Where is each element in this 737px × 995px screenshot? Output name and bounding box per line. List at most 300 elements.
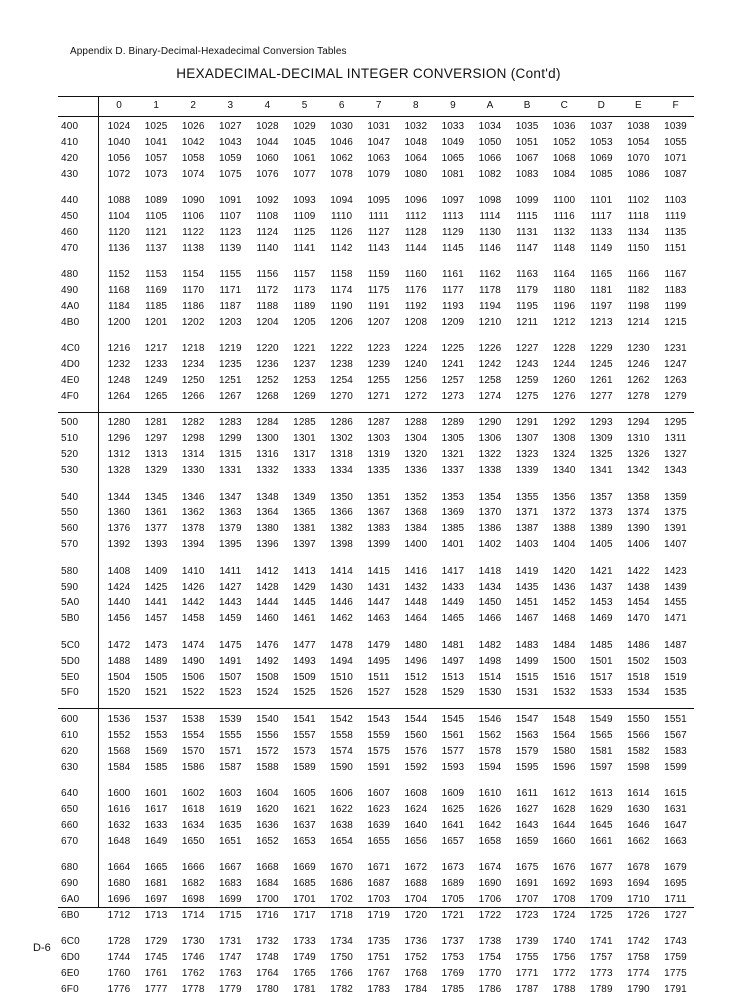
table-cell: 1269 <box>293 391 316 402</box>
table-cell: 1591 <box>367 761 391 773</box>
table-cell: 1758 <box>627 952 650 963</box>
table-cell: 1024 <box>107 121 131 132</box>
table-cell: 1168 <box>108 285 130 297</box>
table-cell: 1135 <box>664 226 687 238</box>
table-cell: 1257 <box>441 375 465 387</box>
table-cell: 1316 <box>256 449 279 461</box>
table-cell: 1347 <box>218 491 242 503</box>
table-cell: 1397 <box>293 539 316 551</box>
table-cell: 1230 <box>627 343 650 355</box>
row-label: 570 <box>61 539 79 551</box>
table-cell: 1398 <box>330 539 353 551</box>
table-cell: 1610 <box>478 787 502 799</box>
table-cell: 1580 <box>552 745 576 757</box>
table-cell: 1434 <box>478 581 502 593</box>
page-number: D-6 <box>33 942 51 954</box>
table-cell: 1527 <box>367 687 391 699</box>
table-cell: 1643 <box>515 819 539 831</box>
table-cell: 1380 <box>256 523 279 535</box>
table-cell: 1790 <box>627 983 650 995</box>
row-label: 6C0 <box>61 936 80 948</box>
table-cell: 1300 <box>256 433 279 445</box>
table-cell: 1562 <box>478 729 502 741</box>
table-cell: 1079 <box>367 168 391 180</box>
table-cell: 1255 <box>367 375 391 387</box>
table-cell: 1207 <box>367 316 391 328</box>
table-cell: 1619 <box>218 803 242 815</box>
table-cell: 1783 <box>367 983 391 995</box>
table-cell: 1237 <box>293 359 316 371</box>
table-cell: 1521 <box>144 687 168 699</box>
table-cell: 1520 <box>107 687 131 699</box>
table-cell: 1536 <box>107 713 131 725</box>
row-label: 5E0 <box>61 671 80 683</box>
row-label: 500 <box>61 417 79 429</box>
table-cell: 1759 <box>664 952 687 963</box>
table-cell: 1091 <box>218 195 242 207</box>
table-cell: 1037 <box>589 121 613 132</box>
row-label: 400 <box>61 121 79 132</box>
table-cell: 1548 <box>552 713 576 725</box>
table-cell: 1779 <box>218 983 242 995</box>
table-cell: 1173 <box>293 285 316 297</box>
table-cell: 1157 <box>293 269 316 281</box>
table-cell: 1569 <box>144 745 168 757</box>
table-cell: 1651 <box>218 835 242 847</box>
table-cell: 1052 <box>552 136 576 148</box>
table-cell: 1330 <box>181 465 205 477</box>
table-cell: 1687 <box>367 877 391 889</box>
row-label: 650 <box>61 803 79 815</box>
table-cell: 1554 <box>181 729 205 741</box>
table-cell: 1180 <box>553 285 576 297</box>
table-cell: 1093 <box>293 195 316 207</box>
table-cell: 1489 <box>144 655 168 667</box>
table-cell: 1245 <box>589 359 613 371</box>
table-cell: 1145 <box>441 242 464 254</box>
table-cell: 1249 <box>144 375 168 387</box>
table-cell: 1118 <box>627 211 649 222</box>
table-cell: 1769 <box>441 967 465 979</box>
table-cell: 1539 <box>218 713 242 725</box>
table-cell: 1523 <box>218 687 242 699</box>
table-cell: 1605 <box>293 787 316 799</box>
table-cell: 1283 <box>218 417 242 429</box>
table-cell: 1268 <box>256 391 279 402</box>
table-cell: 1303 <box>367 433 391 445</box>
table-cell: 1374 <box>627 507 650 519</box>
table-cell: 1458 <box>181 613 205 625</box>
table-cell: 1107 <box>219 211 242 222</box>
table-cell: 1395 <box>218 539 242 551</box>
table-cell: 1086 <box>627 168 650 180</box>
row-label: 4A0 <box>61 301 80 312</box>
table-cell: 1516 <box>552 671 576 683</box>
conversion-table <box>58 96 694 995</box>
table-cell: 1722 <box>478 909 502 921</box>
table-cell: 1502 <box>627 655 650 667</box>
table-cell: 1608 <box>404 787 428 799</box>
table-cell: 1035 <box>515 121 539 132</box>
table-cell: 1141 <box>293 242 316 254</box>
table-cell: 1482 <box>478 639 502 651</box>
table-cell: 1178 <box>479 285 501 297</box>
table-cell: 1247 <box>664 359 687 371</box>
table-cell: 1549 <box>589 713 613 725</box>
table-cell: 1488 <box>107 655 131 667</box>
table-cell: 1170 <box>182 285 205 297</box>
table-cell: 1585 <box>144 761 168 773</box>
table-cell: 1621 <box>293 803 316 815</box>
table-cell: 1379 <box>218 523 242 535</box>
table-cell: 1049 <box>441 136 465 148</box>
table-cell: 1678 <box>627 862 650 873</box>
running-header: Appendix D. Binary-Decimal-Hexadecimal Conversion Tables <box>70 46 347 57</box>
table-cell: 1365 <box>293 507 316 519</box>
table-cell: 1373 <box>589 507 613 519</box>
table-cell: 1110 <box>331 211 353 222</box>
table-cell: 1407 <box>664 539 687 551</box>
table-cell: 1750 <box>330 952 353 963</box>
table-cell: 1294 <box>627 417 650 429</box>
table-cell: 1151 <box>664 242 687 254</box>
table-cell: 1609 <box>441 787 465 799</box>
table-cell: 1111 <box>368 211 389 222</box>
table-cell: 1581 <box>589 745 613 757</box>
table-cell: 1667 <box>218 862 242 873</box>
table-cell: 1193 <box>441 301 464 312</box>
column-header: 3 <box>227 100 234 111</box>
table-cell: 1657 <box>441 835 465 847</box>
table-cell: 1598 <box>627 761 650 773</box>
row-label: 5C0 <box>61 639 80 651</box>
row-label: 540 <box>61 491 79 503</box>
table-cell: 1640 <box>404 819 428 831</box>
table-cell: 1177 <box>441 285 464 297</box>
table-cell: 1684 <box>256 877 279 889</box>
table-cell: 1691 <box>515 877 539 889</box>
table-cell: 1338 <box>478 465 502 477</box>
column-header: C <box>560 100 568 111</box>
table-cell: 1361 <box>144 507 168 519</box>
table-cell: 1746 <box>181 952 205 963</box>
table-cell: 1121 <box>145 226 168 238</box>
table-cell: 1356 <box>552 491 576 503</box>
table-cell: 1590 <box>330 761 353 773</box>
row-label: 6D0 <box>61 952 80 963</box>
row-label: 450 <box>61 211 79 222</box>
table-cell: 1733 <box>293 936 316 948</box>
table-cell: 1739 <box>515 936 539 948</box>
table-cell: 1287 <box>367 417 391 429</box>
table-cell: 1334 <box>330 465 353 477</box>
table-cell: 1070 <box>627 152 650 164</box>
table-cell: 1386 <box>478 523 502 535</box>
table-cell: 1425 <box>144 581 168 593</box>
table-cell: 1707 <box>515 893 539 905</box>
table-cell: 1075 <box>218 168 242 180</box>
table-cell: 1030 <box>330 121 353 132</box>
table-cell: 1064 <box>404 152 428 164</box>
table-cell: 1210 <box>478 316 502 328</box>
column-header: B <box>523 100 531 111</box>
table-cell: 1241 <box>441 359 465 371</box>
table-cell: 1445 <box>293 597 316 609</box>
table-cell: 1737 <box>441 936 465 948</box>
table-cell: 1711 <box>664 893 687 905</box>
row-label: 4B0 <box>61 316 80 328</box>
table-cell: 1275 <box>515 391 539 402</box>
table-cell: 1126 <box>330 226 353 238</box>
table-cell: 1073 <box>144 168 168 180</box>
table-cell: 1408 <box>107 565 131 577</box>
table-cell: 1416 <box>404 565 428 577</box>
column-header: 2 <box>190 100 196 111</box>
table-cell: 1088 <box>107 195 131 207</box>
table-cell: 1258 <box>478 375 502 387</box>
table-cell: 1752 <box>404 952 428 963</box>
table-cell: 1324 <box>552 449 576 461</box>
table-cell: 1564 <box>552 729 576 741</box>
table-cell: 1128 <box>404 226 427 238</box>
table-cell: 1462 <box>330 613 353 625</box>
table-cell: 1063 <box>367 152 391 164</box>
table-cell: 1045 <box>293 136 316 148</box>
row-label: 580 <box>61 565 79 577</box>
table-cell: 1051 <box>515 136 539 148</box>
row-label: 5D0 <box>61 655 80 667</box>
table-cell: 1666 <box>181 862 205 873</box>
table-cell: 1430 <box>330 581 353 593</box>
table-cell: 1781 <box>293 983 316 995</box>
table-cell: 1725 <box>589 909 613 921</box>
table-cell: 1406 <box>627 539 650 551</box>
table-cell: 1081 <box>441 168 465 180</box>
table-cell: 1103 <box>664 195 687 207</box>
column-header: E <box>635 100 642 111</box>
table-cell: 1703 <box>367 893 391 905</box>
table-cell: 1676 <box>552 862 576 873</box>
column-header: A <box>486 100 494 111</box>
row-label: 640 <box>61 787 79 799</box>
table-cell: 1390 <box>627 523 650 535</box>
table-cell: 1083 <box>515 168 539 180</box>
table-cell: 1447 <box>367 597 391 609</box>
row-label: 4C0 <box>61 343 80 355</box>
table-cell: 1396 <box>256 539 279 551</box>
table-cell: 1260 <box>552 375 576 387</box>
table-cell: 1424 <box>107 581 131 593</box>
table-cell: 1190 <box>330 301 353 312</box>
table-cell: 1534 <box>627 687 650 699</box>
table-cell: 1732 <box>256 936 279 948</box>
table-cell: 1477 <box>293 639 316 651</box>
table-cell: 1454 <box>627 597 650 609</box>
row-label: 690 <box>61 877 79 889</box>
table-cell: 1566 <box>627 729 650 741</box>
table-cell: 1789 <box>589 983 613 995</box>
table-cell: 1201 <box>144 316 168 328</box>
table-cell: 1243 <box>515 359 539 371</box>
table-cell: 1685 <box>293 877 316 889</box>
table-cell: 1484 <box>552 639 576 651</box>
table-cell: 1263 <box>664 375 687 387</box>
table-cell: 1076 <box>256 168 279 180</box>
table-cell: 1690 <box>478 877 502 889</box>
table-cell: 1197 <box>590 301 613 312</box>
table-cell: 1181 <box>590 285 613 297</box>
table-cell: 1768 <box>404 967 428 979</box>
table-cell: 1662 <box>627 835 650 847</box>
table-cell: 1254 <box>330 375 353 387</box>
table-cell: 1540 <box>256 713 279 725</box>
table-cell: 1673 <box>441 862 465 873</box>
table-cell: 1483 <box>515 639 539 651</box>
table-cell: 1025 <box>144 121 168 132</box>
table-cell: 1653 <box>293 835 316 847</box>
table-cell: 1594 <box>478 761 502 773</box>
table-cell: 1757 <box>589 952 613 963</box>
table-cell: 1584 <box>107 761 131 773</box>
table-cell: 1557 <box>293 729 316 741</box>
table-cell: 1426 <box>181 581 205 593</box>
table-cell: 1400 <box>404 539 428 551</box>
table-cell: 1167 <box>664 269 687 281</box>
table-cell: 1772 <box>552 967 576 979</box>
table-cell: 1767 <box>367 967 391 979</box>
table-cell: 1572 <box>256 745 279 757</box>
table-cell: 1679 <box>664 862 687 873</box>
table-cell: 1727 <box>664 909 687 921</box>
table-cell: 1377 <box>144 523 168 535</box>
table-cell: 1444 <box>256 597 279 609</box>
table-cell: 1593 <box>441 761 465 773</box>
table-cell: 1259 <box>515 375 539 387</box>
table-cell: 1677 <box>589 862 613 873</box>
row-label: 510 <box>61 433 79 445</box>
row-label: 4E0 <box>61 375 80 387</box>
table-cell: 1515 <box>515 671 539 683</box>
table-cell: 1460 <box>256 613 279 625</box>
table-cell: 1216 <box>107 343 131 355</box>
table-cell: 1675 <box>515 862 539 873</box>
table-cell: 1214 <box>627 316 650 328</box>
table-cell: 1381 <box>293 523 316 535</box>
table-cell: 1301 <box>293 433 316 445</box>
table-cell: 1638 <box>330 819 353 831</box>
table-cell: 1276 <box>552 391 576 402</box>
table-cell: 1055 <box>664 136 687 148</box>
table-cell: 1555 <box>218 729 242 741</box>
table-cell: 1637 <box>293 819 316 831</box>
table-cell: 1414 <box>330 565 353 577</box>
table-cell: 1344 <box>107 491 131 503</box>
table-cell: 1735 <box>367 936 391 948</box>
table-cell: 1634 <box>181 819 205 831</box>
table-cell: 1362 <box>181 507 205 519</box>
table-cell: 1297 <box>144 433 168 445</box>
table-cell: 1576 <box>404 745 428 757</box>
table-cell: 1239 <box>367 359 391 371</box>
table-cell: 1256 <box>404 375 428 387</box>
table-cell: 1490 <box>181 655 205 667</box>
table-cell: 1360 <box>107 507 131 519</box>
table-cell: 1415 <box>367 565 391 577</box>
table-cell: 1304 <box>404 433 428 445</box>
table-cell: 1560 <box>404 729 428 741</box>
table-cell: 1059 <box>218 152 242 164</box>
table-cell: 1156 <box>256 269 279 281</box>
table-cell: 1412 <box>256 565 279 577</box>
table-cell: 1688 <box>404 877 428 889</box>
table-cell: 1286 <box>330 417 353 429</box>
table-cell: 1786 <box>478 983 502 995</box>
table-cell: 1449 <box>441 597 465 609</box>
table-cell: 1160 <box>404 269 427 281</box>
table-cell: 1321 <box>441 449 465 461</box>
table-cell: 1165 <box>590 269 613 281</box>
table-cell: 1205 <box>293 316 316 328</box>
table-cell: 1413 <box>293 565 316 577</box>
table-cell: 1327 <box>664 449 687 461</box>
table-cell: 1115 <box>516 211 538 222</box>
table-cell: 1043 <box>218 136 242 148</box>
table-cell: 1681 <box>144 877 168 889</box>
table-cell: 1411 <box>219 565 242 577</box>
table-cell: 1375 <box>664 507 687 519</box>
table-cell: 1700 <box>256 893 279 905</box>
table-title: HEXADECIMAL-DECIMAL INTEGER CONVERSION (Cont'd) <box>176 66 561 81</box>
table-cell: 1607 <box>367 787 391 799</box>
table-cell: 1780 <box>256 983 279 995</box>
table-cell: 1172 <box>256 285 279 297</box>
table-cell: 1785 <box>441 983 465 995</box>
table-cell: 1656 <box>404 835 428 847</box>
table-cell: 1546 <box>478 713 502 725</box>
header-rule <box>58 116 694 117</box>
table-cell: 1244 <box>552 359 576 371</box>
table-cell: 1692 <box>552 877 576 889</box>
table-cell: 1341 <box>589 465 613 477</box>
table-cell: 1559 <box>367 729 391 741</box>
table-cell: 1724 <box>552 909 576 921</box>
table-cell: 1510 <box>330 671 353 683</box>
table-cell: 1233 <box>144 359 168 371</box>
table-cell: 1628 <box>552 803 576 815</box>
table-cell: 1512 <box>404 671 428 683</box>
table-cell: 1551 <box>664 713 687 725</box>
table-cell: 1468 <box>552 613 576 625</box>
table-cell: 1112 <box>405 211 427 222</box>
table-cell: 1302 <box>330 433 353 445</box>
table-cell: 1289 <box>441 417 465 429</box>
table-cell: 1713 <box>144 909 168 921</box>
table-cell: 1176 <box>404 285 427 297</box>
row-label: 520 <box>61 449 79 461</box>
table-cell: 1069 <box>589 152 613 164</box>
table-cell: 1162 <box>479 269 501 281</box>
row-label: 6F0 <box>61 983 79 995</box>
table-cell: 1710 <box>627 893 650 905</box>
table-cell: 1787 <box>515 983 539 995</box>
table-cell: 1533 <box>589 687 613 699</box>
table-cell: 1060 <box>256 152 279 164</box>
table-cell: 1422 <box>627 565 650 577</box>
table-cell: 1272 <box>404 391 428 402</box>
table-cell: 1522 <box>181 687 205 699</box>
table-cell: 1310 <box>627 433 650 445</box>
table-cell: 1234 <box>181 359 205 371</box>
